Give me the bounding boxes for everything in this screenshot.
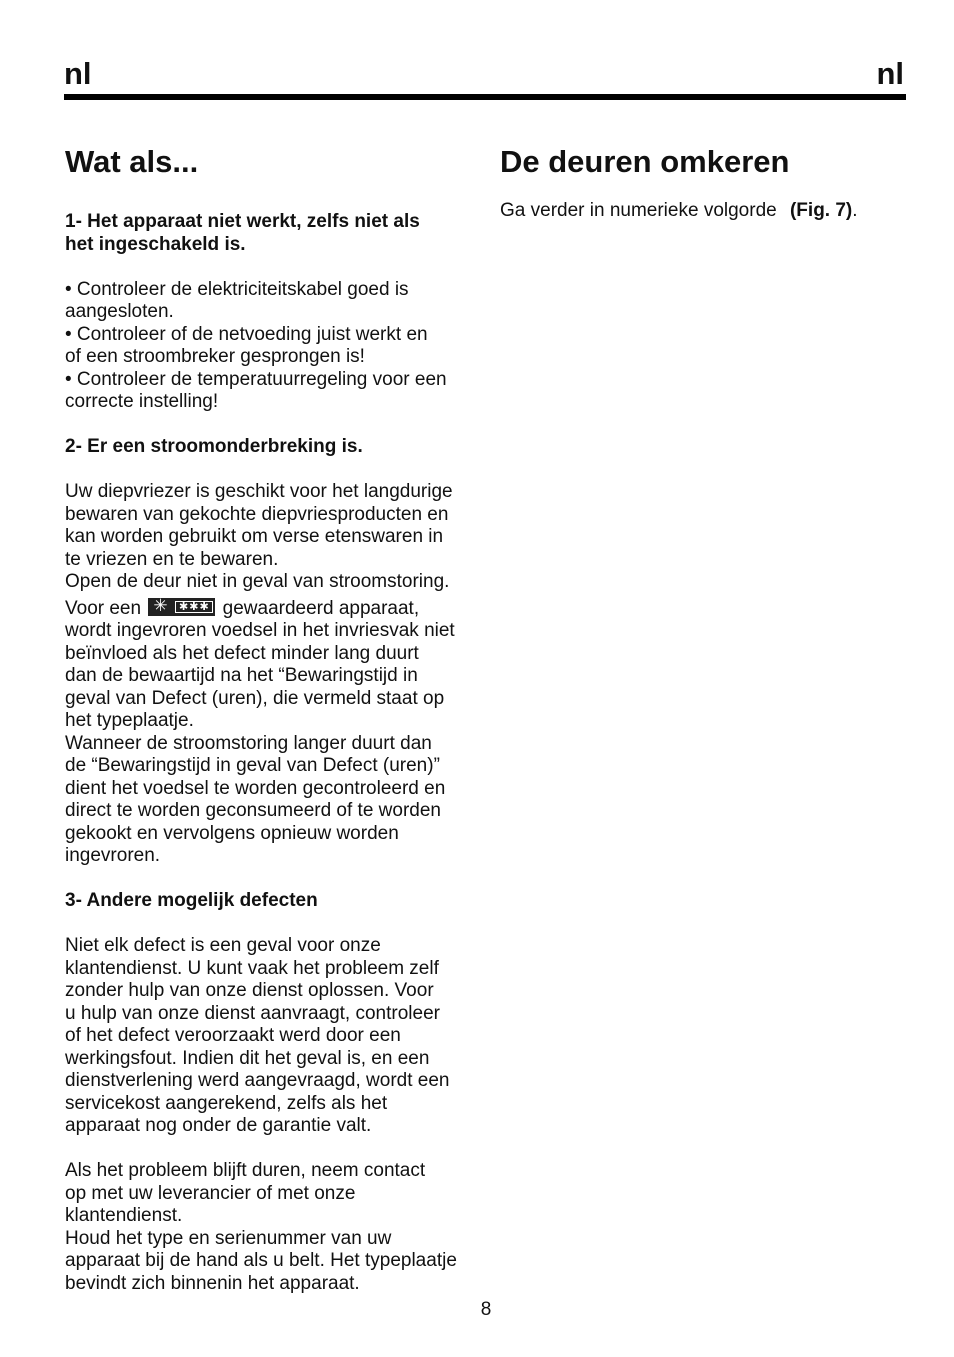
page-number: 8	[480, 1299, 492, 1320]
section-title-deuren-omkeren: De deuren omkeren	[500, 144, 790, 179]
text-line: werkingsfout. Indien dit het geval is, en een	[65, 1047, 430, 1069]
q1-body	[65, 279, 475, 414]
text-line: of het defect veroorzaakt werd door een	[65, 1025, 401, 1046]
text-line: ingevroren.	[65, 845, 161, 866]
figure-reference: (Fig. 7)	[789, 200, 853, 221]
q3-heading: 3- Andere mogelijk defecten	[65, 890, 318, 911]
header-language-right: nl	[876, 56, 904, 91]
text-line: u hulp van onze dienst aanvraagt, controleer	[65, 1002, 440, 1024]
text-line: dienstverlening werd aangevraagd, wordt een	[65, 1070, 450, 1091]
section-title-wat-als: Wat als...	[65, 144, 199, 179]
four-star-freezer-rating-icon: ✳ ✱✱✱	[148, 598, 215, 616]
text-line: gekookt en vervolgens opnieuw worden	[65, 822, 399, 844]
text-line: het typeplaatje.	[65, 710, 194, 731]
text-line: wordt ingevroren voedsel in het invriesvak niet	[65, 620, 455, 641]
text-line: apparaat bij de hand als u belt. Het typeplaatje	[65, 1250, 457, 1271]
text-line: Als het probleem blijft duren, neem contact	[65, 1160, 426, 1181]
q1-heading-line: 1- Het apparaat niet werkt, zelfs niet als	[65, 211, 420, 232]
text-fragment: gewaardeerd apparaat,	[222, 597, 420, 619]
door-reversal-column	[500, 144, 906, 223]
door-reversal-instruction	[500, 200, 906, 223]
text-line: Wanneer de stroomstoring langer duurt dan	[65, 732, 432, 754]
q1-heading-line: het ingeschakeld is.	[65, 233, 246, 255]
text-line: Houd het type en serienummer van uw	[65, 1227, 392, 1249]
text-line: • Controleer de temperatuurregeling voor een	[65, 368, 447, 390]
text-line: bewaren van gekochte diepvriesproducten en	[65, 503, 449, 525]
text-line: • Controleer of de netvoeding juist werkt en	[65, 323, 428, 345]
text-line: direct te worden geconsumeerd of te worden	[65, 800, 441, 821]
text-line: of een stroombreker gesprongen is!	[65, 346, 365, 367]
q3-body	[65, 935, 475, 1138]
text-line: servicekost aangerekend, zelfs als het	[65, 1092, 388, 1114]
text-line: te vriezen en te bewaren.	[65, 548, 279, 570]
text-line: aangesloten.	[65, 301, 174, 322]
text-line: correcte instelling!	[65, 391, 219, 412]
text-line: Uw diepvriezer is geschikt voor het langdurige	[65, 481, 453, 502]
q2-heading: 2- Er een stroomonderbreking is.	[65, 436, 363, 457]
text-line: zonder hulp van onze dienst oplossen. Voor	[65, 980, 434, 1001]
rating-line	[65, 595, 475, 621]
text-line: Niet elk defect is een geval voor onze	[65, 935, 381, 956]
instruction-text: Ga verder in numerieke volgorde	[500, 200, 777, 221]
text-line: bevindt zich binnenin het apparaat.	[65, 1272, 360, 1294]
text-line: dan de bewaartijd na het “Bewaringstijd in	[65, 665, 418, 686]
q1-heading	[65, 211, 475, 256]
text-line: Open de deur niet in geval van stroomstoring.	[65, 571, 450, 592]
troubleshooting-column	[65, 144, 475, 1295]
text-line: dient het voedsel te worden gecontroleerd en	[65, 777, 446, 799]
text-line: apparaat nog onder de garantie valt.	[65, 1115, 372, 1136]
text-line: klantendienst.	[65, 1205, 183, 1226]
text-line: klantendienst. U kunt vaak het probleem zelf	[65, 957, 439, 979]
header-language-left: nl	[64, 56, 92, 91]
text-line: op met uw leverancier of met onze	[65, 1182, 356, 1204]
text-line: • Controleer de elektriciteitskabel goed is	[65, 278, 409, 300]
q3-body-contact	[65, 1160, 475, 1295]
instruction-period: .	[852, 200, 858, 221]
text-line: beïnvloed als het defect minder lang duurt	[65, 642, 419, 664]
text-line: geval van Defect (uren), die vermeld staat op	[65, 687, 445, 709]
text-fragment: Voor een	[65, 597, 142, 619]
text-line: de “Bewaringstijd in geval van Defect (uren)”	[65, 755, 440, 776]
q2-body	[65, 481, 475, 868]
header-rule	[64, 94, 906, 100]
text-line: kan worden gebruikt om verse etenswaren in	[65, 526, 444, 547]
